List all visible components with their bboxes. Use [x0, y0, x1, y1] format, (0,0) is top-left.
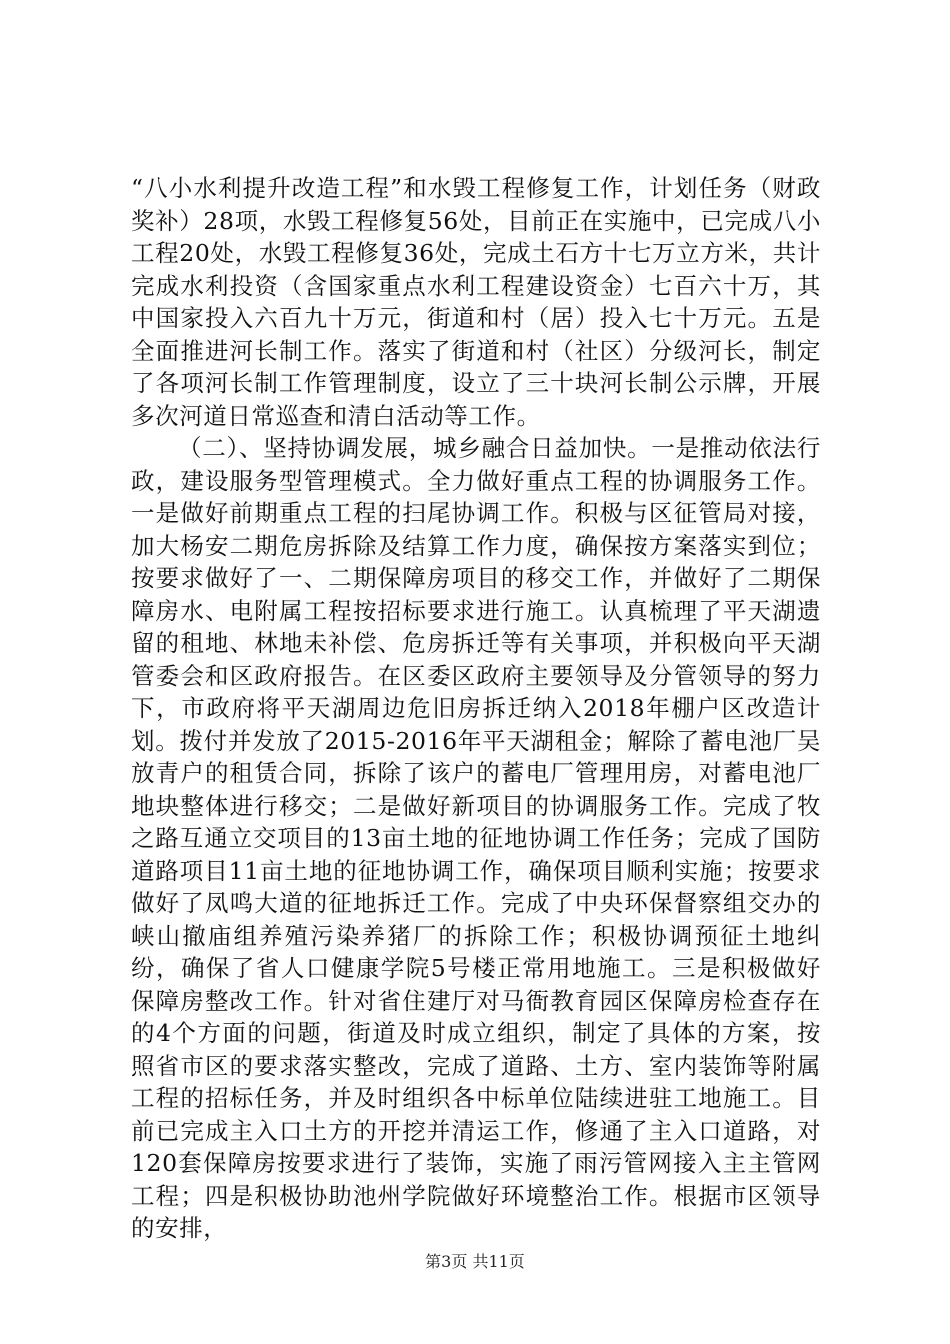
paragraph-coordinated-development: （二）、坚持协调发展，城乡融合日益加快。一是推动依法行政，建设服务型管理模式。全力做好重点工程的协调服务工作。一是做好前期重点工程的扫尾协调工作。积极与区征管局对接，加大杨安二期危房拆除及结算工作力度，确保按方案落实到位；按要求做好了一、二期保障房项目的移交工作，并做好了二期保障房水、电附属工程按招标要求进行施工。认真梳理了平天湖遗留的租地、林地未补偿、危房拆迁等有关事项，并积极向平天湖管委会和区政府报告。在区委区政府主要领导及分管领导的努力下，市政府将平天湖周边危旧房拆迁纳入2018年棚户区改造计划。拨付并发放了2015-2016年平天湖租金；解除了蓄电池厂吴放青户的租赁合同，拆除了该户的蓄电厂管理用房，对蓄电池厂地块整体进行移交；二是做好新项目的协调服务工作。完成了牧之路互通立交项目的13亩土地的征地协调工作任务；完成了国防道路项目11亩土地的征地协调工作，确保项目顺利实施；按要求做好了凤鸣大道的征地拆迁工作。完成了中央环保督察组交办的峡山撤庙组养殖污染养猪厂的拆除工作；积极协调预征土地纠纷，确保了省人口健康学院5号楼正常用地施工。三是积极做好保障房整改工作。针对省住建厅对马衙教育园区保障房检查存在的4个方面的问题，街道及时成立组织，制定了具体的方案，按照省市区的要求落实整改，完成了道路、土方、室内装饰等附属工程的招标任务，并及时组织各中标单位陆续进驻工地施工。目前已完成主入口土方的开挖并清运工作，修通了主入口道路，对120套保障房按要求进行了装饰，实施了雨污管网接入主主管网工程；四是积极协助池州学院做好环境整治工作。根据市区领导的安排， [131, 434, 821, 1242]
paragraph-water-conservancy: “八小水利提升改造工程”和水毁工程修复工作，计划任务（财政奖补）28项，水毁工程修复56处，目前正在实施中，已完成八小工程20处，水毁工程修复36处，完成土石方十七万立方米，共计完成水利投资（含国家重点水利工程建设资金）七百六十万，其中国家投入六百九十万元，街道和村（居）投入七十万元。五是全面推进河长制工作。落实了街道和村（社区）分级河长，制定了各项河长制工作管理制度，设立了三十块河长制公示牌，开展多次河道日常巡查和清白活动等工作。 [131, 174, 821, 430]
body-text [131, 172, 821, 1245]
page-footer: 第3页 共11页 [425, 1252, 525, 1271]
